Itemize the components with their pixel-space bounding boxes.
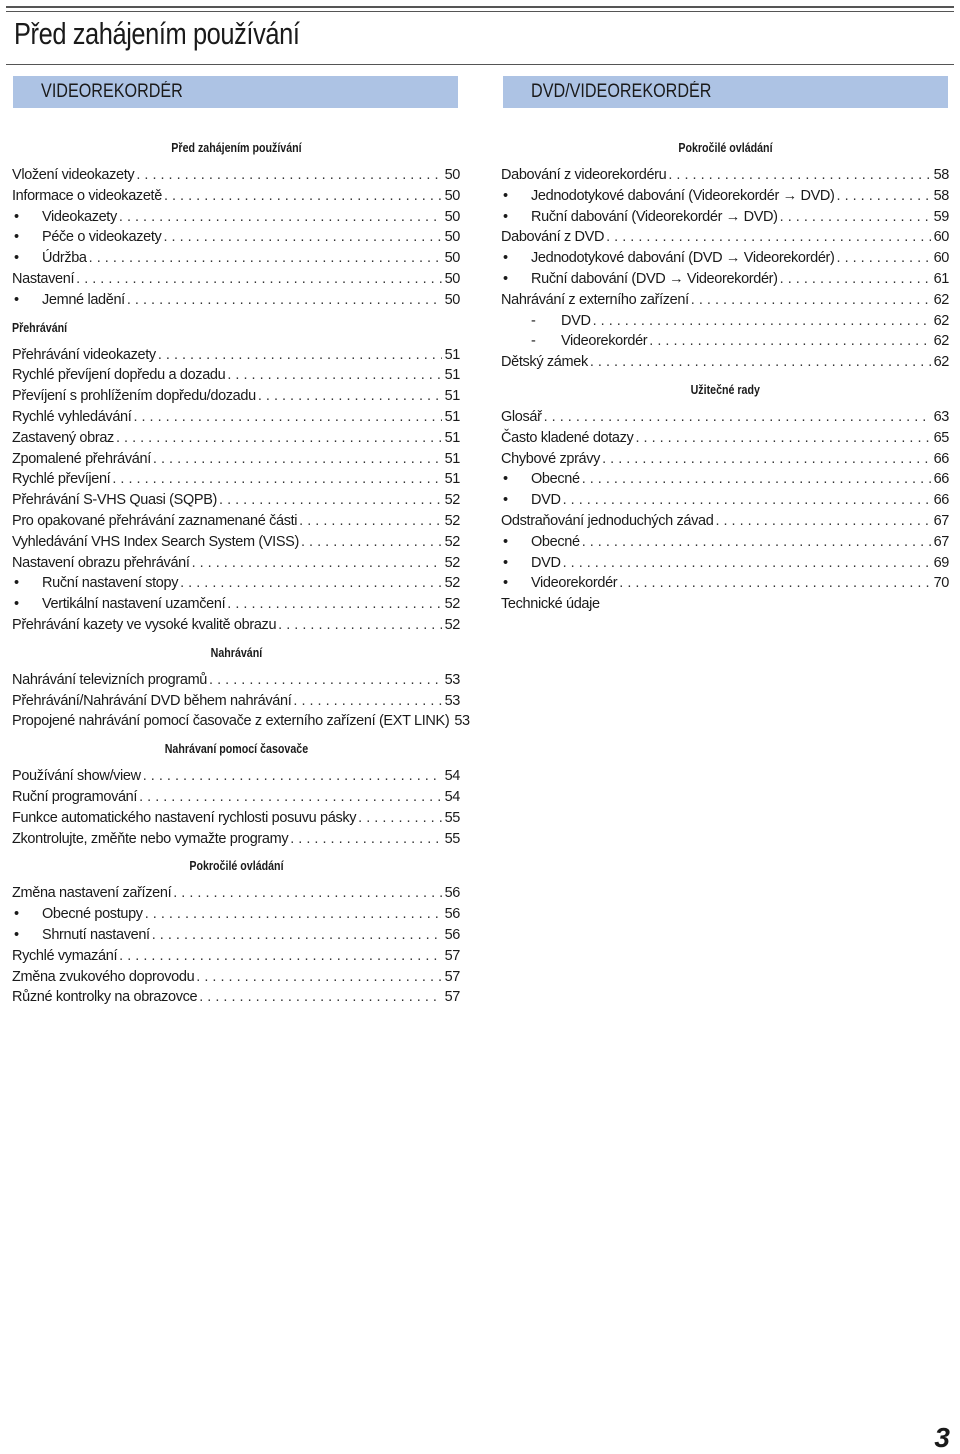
toc-entry[interactable] [12, 670, 460, 691]
toc-entry[interactable] [12, 946, 460, 967]
toc-entry[interactable] [12, 615, 460, 636]
toc-entry-label: Vložení videokazety [12, 167, 135, 183]
section-gap [12, 732, 460, 739]
toc-entry[interactable] [12, 386, 460, 407]
toc-entry-label: Videorekordér [531, 575, 618, 592]
heading-gap [12, 876, 460, 883]
toc-entry[interactable] [501, 165, 949, 186]
toc-entry-page: 62 [933, 291, 949, 308]
toc-entry-page: 52 [444, 533, 460, 550]
toc-entry-page: 56 [444, 906, 460, 923]
toc-entry-page: 57 [444, 968, 460, 985]
dot-leader [666, 165, 930, 186]
toc-entry-page: 58 [933, 167, 949, 183]
toc-entry-page: 51 [444, 471, 460, 488]
section-gap [12, 311, 460, 318]
toc-entry[interactable] [12, 207, 460, 228]
toc-section-heading [501, 138, 949, 158]
toc-entry-label: Videokazety [42, 208, 117, 225]
toc-entry-page: 50 [444, 270, 460, 287]
toc-entry-label: Nahrávání televizních programů [12, 671, 208, 688]
toc-entry[interactable] [501, 532, 949, 553]
toc-column-right [501, 138, 949, 615]
page-number: 3 [934, 1422, 950, 1453]
bullet-icon: • [14, 229, 19, 246]
toc-entry-label: Ruční dabování (Videorekordér → DVD) [531, 208, 778, 225]
toc-section-heading-text: Pokročilé ovládání [677, 140, 773, 155]
bullet-icon: • [14, 208, 19, 225]
toc-entry[interactable] [501, 449, 949, 470]
heading-gap [12, 158, 460, 165]
dot-leader [561, 553, 931, 574]
toc-entry-page: 50 [444, 250, 460, 267]
toc-entry[interactable] [12, 573, 460, 594]
dot-leader [580, 532, 931, 553]
dot-leader [141, 766, 442, 787]
toc-entry-label: Nahrávání z externího zařízení [501, 291, 689, 308]
dot-leader [225, 365, 441, 386]
toc-entry-label: Funkce automatického nastavení rychlosti posuvu pásky [12, 809, 357, 826]
toc-entry-page: 56 [444, 926, 460, 943]
toc-entry-page: 62 [933, 354, 949, 371]
toc-entry[interactable] [501, 248, 949, 269]
toc-entry-label: Používání show/view [12, 768, 141, 785]
title-rule [6, 64, 954, 65]
toc-entry-label: Často kladené dotazy [501, 429, 634, 446]
toc-entry-label: Nastavení obrazu přehrávání [12, 554, 190, 571]
heading-gap [12, 663, 460, 670]
toc-entry-page: 52 [444, 492, 460, 509]
toc-entry[interactable] [12, 449, 460, 470]
toc-entry-label: Jednodotykové dabování (DVD → Videorekordér) [531, 250, 835, 267]
toc-entry-page: 53 [444, 671, 460, 688]
toc-entry[interactable] [12, 428, 460, 449]
toc-entry-label: Přehrávání videokazety [12, 346, 156, 363]
dot-leader [117, 946, 441, 967]
toc-entry[interactable] [501, 469, 949, 490]
toc-entry[interactable] [501, 407, 949, 428]
toc-entry-page: 50 [444, 208, 460, 225]
toc-section-heading-text: Nahrávaní pomocí časovače [164, 741, 308, 757]
toc-entry-page: 51 [444, 450, 460, 467]
toc-entry-page: 52 [444, 596, 460, 613]
dot-leader [74, 269, 441, 290]
toc-entry-page: 65 [933, 429, 949, 446]
toc-entry-label: Glosář [501, 408, 542, 425]
dot-leader [143, 904, 442, 925]
toc-entry-label: Rychlé vymazání [12, 947, 118, 964]
toc-entry-page: 69 [933, 554, 949, 571]
dot-leader [778, 207, 931, 228]
dot-leader [150, 925, 442, 946]
toc-entry-label: Obecné postupy [42, 906, 143, 923]
toc-section-heading-text: Před zahájením používání [170, 140, 302, 155]
toc-entry-page: 56 [444, 885, 460, 902]
toc-entry[interactable] [501, 311, 949, 332]
toc-entry[interactable] [12, 407, 460, 428]
heading-gap [501, 400, 949, 407]
toc-entry[interactable] [12, 808, 460, 829]
toc-entry-label: Informace o videokazetě [12, 187, 162, 204]
dot-leader [835, 186, 931, 207]
toc-entry-label: Obecné [531, 533, 580, 550]
heading-gap [12, 759, 460, 766]
dot-leader [125, 290, 442, 311]
toc-entry-page: 51 [444, 429, 460, 446]
dot-leader [137, 787, 441, 808]
toc-entry-page: 66 [933, 492, 949, 509]
toc-entry-page: 52 [444, 616, 460, 633]
toc-entry[interactable] [12, 925, 460, 946]
toc-entry-page: 51 [444, 388, 460, 405]
toc-entry-label: Propojené nahrávání pomocí časovače z externího zařízení (EXT LINK) [12, 713, 450, 730]
toc-entry-label: Dabování z DVD [501, 229, 605, 246]
toc-entry[interactable] [12, 829, 460, 850]
dot-leader [178, 573, 441, 594]
toc-entry-page: 52 [444, 512, 460, 529]
toc-entry-label: Zpomalené přehrávání [12, 450, 151, 467]
toc-entry[interactable] [12, 987, 460, 1008]
toc-entry[interactable] [501, 207, 949, 228]
toc-entry[interactable] [12, 787, 460, 808]
dot-leader [256, 386, 442, 407]
dot-leader [633, 428, 930, 449]
toc-entry[interactable] [12, 165, 460, 186]
toc-entry-page: 55 [444, 830, 460, 847]
dot-leader [225, 594, 441, 615]
bullet-icon: • [503, 471, 508, 488]
toc-section-heading [12, 138, 460, 158]
toc-section-heading [12, 856, 460, 876]
toc-entry[interactable] [12, 186, 460, 207]
section-gap [12, 636, 460, 643]
toc-entry[interactable] [501, 227, 949, 248]
toc-entry-page: 57 [444, 989, 460, 1006]
toc-entry-page: 61 [933, 270, 949, 287]
toc-entry-page: 67 [933, 512, 949, 529]
dot-leader [217, 490, 442, 511]
dot-leader [131, 407, 441, 428]
dot-leader [276, 615, 441, 636]
toc-entry[interactable] [12, 365, 460, 386]
toc-entry[interactable] [501, 186, 949, 207]
bullet-icon: • [14, 906, 19, 923]
dash-icon: - [531, 333, 536, 350]
toc-entry-page: 60 [933, 250, 949, 267]
dot-leader [588, 352, 931, 373]
toc-entry[interactable] [12, 553, 460, 574]
dot-leader [87, 248, 442, 269]
section-header-dvd-videorekorder [503, 76, 948, 108]
dot-leader [117, 207, 442, 228]
toc-section-heading-text: Užitečné rady [690, 381, 760, 397]
toc-entry-label: Rychlé převíjení [12, 471, 111, 488]
toc-entry[interactable] [12, 345, 460, 366]
toc-entry-page: 54 [444, 768, 460, 785]
heading-gap [12, 338, 460, 345]
toc-entry[interactable] [501, 573, 949, 594]
bullet-icon: • [14, 291, 19, 308]
dot-leader [835, 248, 931, 269]
toc-section-heading-text: Přehrávání [12, 319, 68, 335]
toc-entry-label: Rychlé vyhledávání [12, 408, 132, 425]
toc-entry-page: 62 [933, 333, 949, 350]
toc-entry-label: Ruční nastavení stopy [42, 575, 179, 592]
dot-leader [604, 227, 930, 248]
toc-entry-page: 52 [444, 575, 460, 592]
toc-entry-label: Ruční dabování (DVD → Videorekordér) [531, 270, 778, 287]
dot-leader [110, 469, 441, 490]
toc-entry-label: Jednodotykové dabování (Videorekordér → DVD) [531, 187, 835, 204]
toc-entry-label: DVD [531, 492, 561, 509]
toc-entry-page: 67 [933, 533, 949, 550]
toc-entry-page: 51 [444, 346, 460, 363]
dot-leader [190, 553, 442, 574]
toc-entry-page: 50 [444, 291, 460, 308]
toc-entry-label: Ruční programování [12, 788, 138, 805]
toc-entry-label: Změna zvukového doprovodu [12, 968, 195, 985]
toc-entry-label: Pro opakované přehrávání zaznamenané části [12, 512, 298, 529]
toc-entry-label: Odstraňování jednoduchých závad [501, 512, 714, 529]
toc-entry-page: 50 [444, 229, 460, 246]
toc-entry[interactable] [501, 331, 949, 352]
toc-entry[interactable] [12, 766, 460, 787]
dot-leader [288, 829, 441, 850]
toc-entry-label: Jemné ladění [42, 291, 125, 308]
toc-entry[interactable] [12, 227, 460, 248]
dot-leader [713, 511, 930, 532]
toc-entry-page: 66 [933, 471, 949, 488]
dot-leader [134, 165, 441, 186]
toc-entry-label: Převíjení s prohlížením dopředu/dozadu [12, 388, 256, 405]
toc-entry-label: Chybové zprávy [501, 450, 601, 467]
toc-entry[interactable] [501, 594, 949, 615]
toc-entry[interactable] [12, 511, 460, 532]
toc-entry-label: Nastavení [12, 270, 75, 287]
dot-leader [171, 883, 441, 904]
toc-entry-page: 66 [933, 450, 949, 467]
toc-section-heading [12, 318, 460, 338]
toc-entry-page: 53 [454, 713, 470, 730]
bullet-icon: • [503, 554, 508, 571]
dot-leader [299, 532, 442, 553]
dot-leader [647, 331, 930, 352]
toc-entry-page: 55 [444, 809, 460, 826]
dot-leader [156, 345, 442, 366]
toc-section-heading [501, 380, 949, 400]
section-gap [12, 849, 460, 856]
toc-entry-label: Péče o videokazety [42, 229, 162, 246]
dot-leader [617, 573, 930, 594]
toc-entry-label: Dětský zámek [501, 354, 588, 371]
dot-leader [194, 967, 441, 988]
bullet-icon: • [503, 575, 508, 592]
dot-leader [561, 490, 931, 511]
dot-leader [291, 691, 441, 712]
toc-entry[interactable] [12, 967, 460, 988]
toc-entry-page: 51 [444, 408, 460, 425]
toc-entry-page: 53 [444, 692, 460, 709]
dot-leader [356, 808, 441, 829]
toc-entry-label: DVD [561, 312, 591, 329]
toc-entry-page: 52 [444, 554, 460, 571]
page-title: Před zahájením používání [14, 16, 300, 51]
dot-leader [197, 987, 441, 1008]
toc-section-heading [12, 739, 460, 759]
dot-leader [778, 269, 931, 290]
section-gap [501, 373, 949, 380]
toc-entry[interactable] [12, 248, 460, 269]
bullet-icon: • [14, 926, 19, 943]
toc-entry[interactable] [501, 490, 949, 511]
dot-leader [580, 469, 931, 490]
toc-entry-label: Změna nastavení zařízení [12, 885, 172, 902]
toc-section-heading-text: Pokročilé ovládání [188, 858, 284, 874]
toc-entry[interactable] [501, 352, 949, 373]
toc-entry-label: Shrnutí nastavení [42, 926, 150, 943]
toc-entry-label: Dabování z videorekordéru [501, 167, 667, 183]
toc-entry-label: Vyhledávání VHS Index Search System (VISS) [12, 533, 299, 550]
section-header-videorekorder-label: VIDEOREKORDÉR [41, 81, 183, 102]
toc-entry[interactable] [501, 553, 949, 574]
toc-entry[interactable] [501, 269, 949, 290]
toc-column-left [12, 138, 470, 1008]
bullet-icon: • [503, 250, 508, 267]
toc-entry-page: 50 [444, 167, 460, 183]
toc-entry-label: Údržba [42, 250, 87, 267]
toc-entry[interactable] [501, 428, 949, 449]
toc-entry-page: 59 [933, 208, 949, 225]
toc-entry[interactable] [12, 904, 460, 925]
toc-entry-label: Zkontrolujte, změňte nebo vymažte programy [12, 830, 289, 847]
section-header-videorekorder [13, 76, 458, 108]
toc-entry[interactable] [12, 691, 460, 712]
toc-entry-page: 58 [933, 187, 949, 204]
toc-entry[interactable] [12, 711, 470, 732]
toc-entry-page: 60 [933, 229, 949, 246]
section-header-dvd-videorekorder-label: DVD/VIDEOREKORDÉR [531, 81, 712, 102]
dot-leader [297, 511, 441, 532]
bullet-icon: • [14, 575, 19, 592]
toc-entry[interactable] [501, 511, 949, 532]
toc-entry[interactable] [12, 594, 460, 615]
toc-entry-page: 57 [444, 947, 460, 964]
toc-entry[interactable] [12, 532, 460, 553]
toc-section-heading-text: Nahrávání [210, 644, 262, 660]
dot-leader [207, 670, 442, 691]
bullet-icon: • [14, 596, 19, 613]
dot-leader [600, 449, 930, 470]
toc-entry-page: 70 [933, 575, 949, 592]
bullet-icon: • [14, 250, 19, 267]
bullet-icon: • [503, 533, 508, 550]
bullet-icon: • [503, 187, 508, 204]
toc-entry-page: 62 [933, 312, 949, 329]
toc-entry-label: Přehrávání kazety ve vysoké kvalitě obrazu [12, 616, 277, 633]
toc-entry-page: 54 [444, 788, 460, 805]
bullet-icon: • [503, 208, 508, 225]
dot-leader [591, 311, 931, 332]
toc-entry-page: 63 [933, 408, 949, 425]
toc-entry[interactable] [12, 469, 460, 490]
toc-entry[interactable] [12, 490, 460, 511]
dot-leader [689, 290, 931, 311]
toc-entry-page: 50 [444, 187, 460, 204]
dash-icon: - [531, 312, 536, 329]
bullet-icon: • [503, 270, 508, 287]
toc-entry[interactable] [12, 269, 460, 290]
toc-entry[interactable] [12, 290, 460, 311]
bullet-icon: • [503, 492, 508, 509]
heading-gap [501, 158, 949, 165]
toc-entry-label: Obecné [531, 471, 580, 488]
toc-entry[interactable] [12, 883, 460, 904]
toc-entry-label: Přehrávání/Nahrávání DVD během nahrávání [12, 692, 292, 709]
toc-entry-label: Videorekordér [561, 333, 648, 350]
top-rule [6, 6, 954, 12]
dot-leader [151, 449, 442, 470]
toc-entry-label: Rychlé převíjení dopředu a dozadu [12, 367, 226, 384]
toc-entry-label: Zastavený obraz [12, 429, 114, 446]
toc-entry[interactable] [501, 290, 949, 311]
dot-leader [114, 428, 442, 449]
toc-entry-page: 51 [444, 367, 460, 384]
dot-leader [542, 407, 931, 428]
toc-entry-label: Různé kontrolky na obrazovce [12, 989, 198, 1006]
dot-leader [161, 227, 441, 248]
toc-entry-label: DVD [531, 554, 561, 571]
toc-entry-label: Vertikální nastavení uzamčení [42, 596, 226, 613]
dot-leader [162, 186, 442, 207]
toc-entry-label: Technické údaje [501, 596, 600, 613]
toc-section-heading [12, 643, 460, 663]
toc-entry-label: Přehrávání S-VHS Quasi (SQPB) [12, 492, 218, 509]
